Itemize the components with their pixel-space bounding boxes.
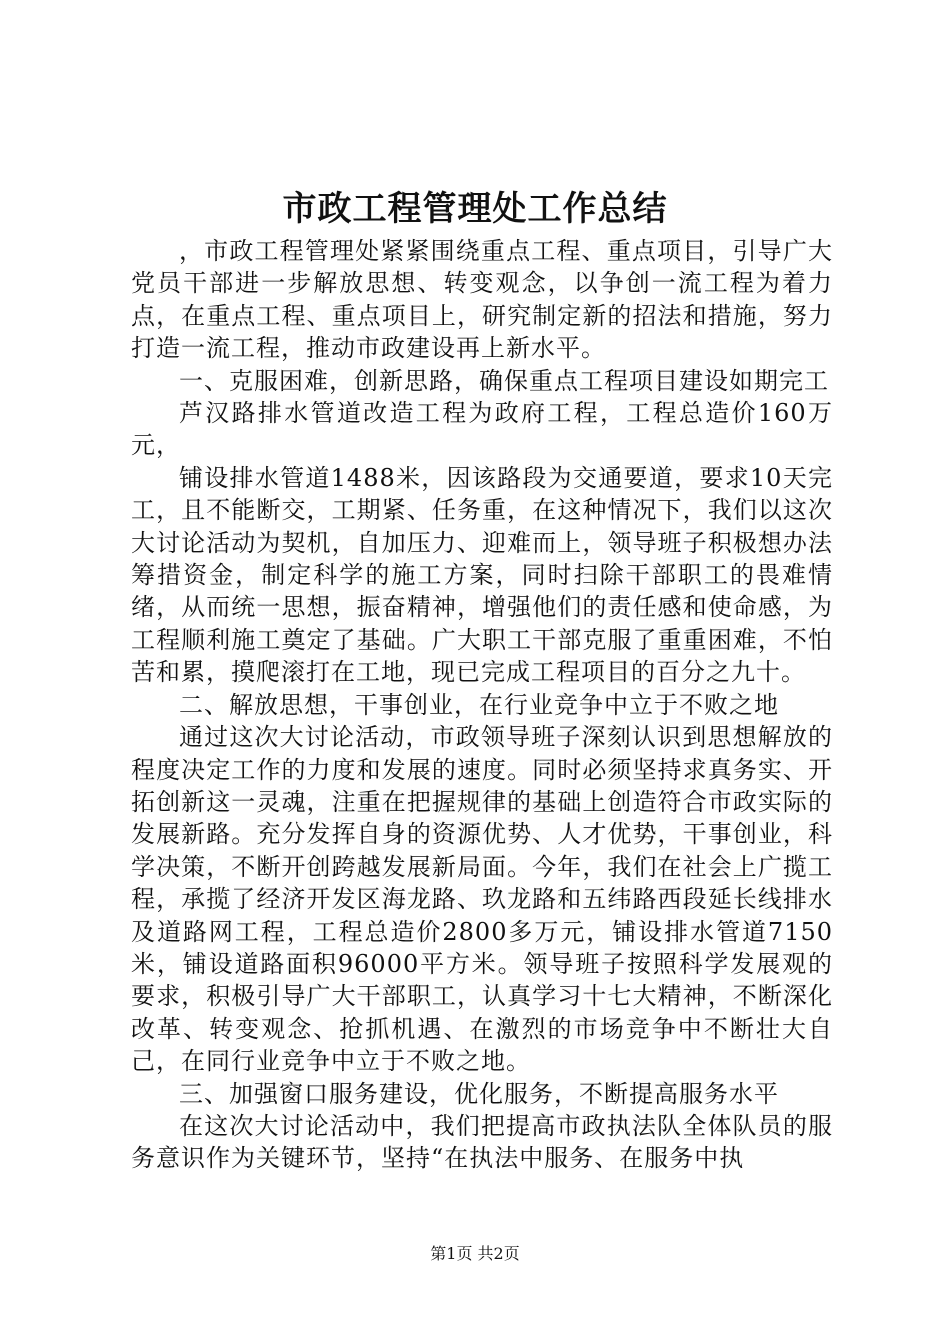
- page-number-footer: 第1页 共2页: [430, 1244, 520, 1263]
- body-paragraph: 在这次大讨论活动中，我们把提高市政执法队全体队员的服务意识作为关键环节，坚持“在执法中服务、在服务中执: [131, 1111, 833, 1173]
- body-paragraph: 铺设排水管道1488米，因该路段为交通要道，要求10天完工，且不能断交，工期紧、任务重，在这种情况下，我们以这次大讨论活动为契机，自加压力、迎难而上，领导班子积极想办法筹措资金，制定科学的施工方案，同时扫除干部职工的畏难情绪，从而统一思想，振奋精神，增强他们的责任感和使命感，为工程顺利施工奠定了基础。广大职工干部克服了重重困难，不怕苦和累，摸爬滚打在工地，现已完成工程项目的百分之九十。: [131, 463, 833, 687]
- intro-paragraph: ，市政工程管理处紧紧围绕重点工程、重点项目，引导广大党员干部进一步解放思想、转变观念，以争创一流工程为着力点，在重点工程、重点项目上，研究制定新的招法和措施，努力打造一流工程，推动市政建设再上新水平。: [131, 237, 833, 363]
- section-heading-2: 二、解放思想，干事创业，在行业竞争中立于不败之地: [179, 690, 779, 719]
- body-paragraph: 芦汉路排水管道改造工程为政府工程，工程总造价160万元，: [131, 399, 833, 460]
- body-paragraph: 通过这次大讨论活动，市政领导班子深刻认识到思想解放的程度决定工作的力度和发展的速度。同时必须坚持求真务实、开拓创新这一灵魂，注重在把握规律的基础上创造符合市政实际的发展新路。充分发挥自身的资源优势、人才优势，干事创业，科学决策，不断开创跨越发展新局面。今年，我们在社会上广揽工程，承揽了经济开发区海龙路、玖龙路和五纬路西段延长线排水及道路网工程，工程总造价2800多万元，铺设排水管道7150米，铺设道路面积96000平方米。领导班子按照科学发展观的要求，积极引导广大干部职工，认真学习十七大精神，不断深化改革、转变观念、抢抓机遇、在激烈的市场竞争中不断壮大自己，在同行业竞争中立于不败之地。: [131, 723, 833, 1076]
- document-title: 市政工程管理处工作总结: [282, 189, 668, 229]
- section-heading-3: 三、加强窗口服务建设，优化服务，不断提高服务水平: [179, 1079, 779, 1108]
- section-heading-1: 一、克服困难，创新思路，确保重点工程项目建设如期完工: [179, 366, 829, 395]
- document-body: [131, 235, 833, 1175]
